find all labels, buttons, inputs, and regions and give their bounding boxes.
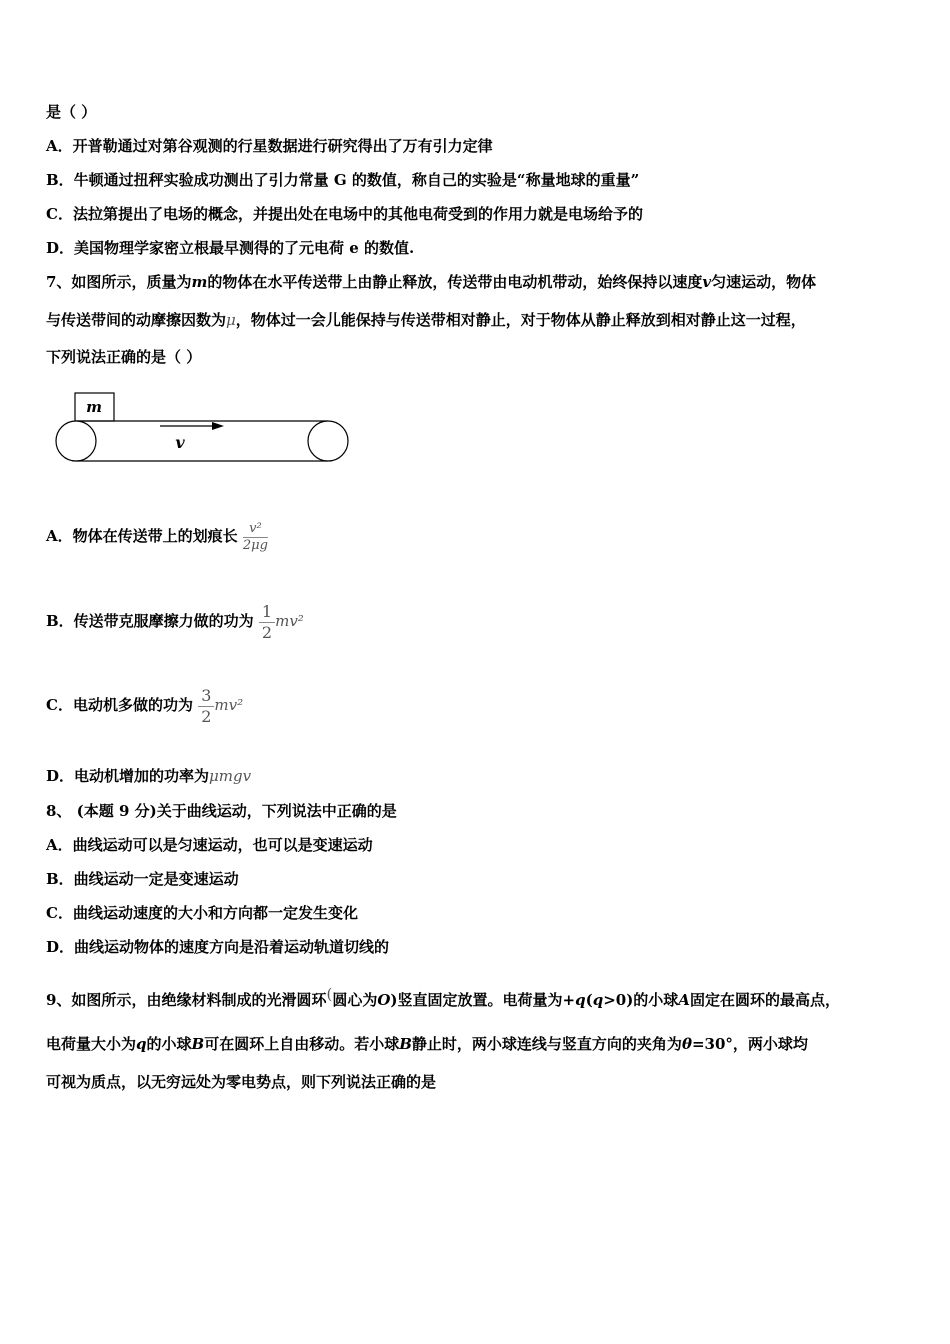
q6-option-c: C．法拉第提出了电场的概念，并提出处在电场中的其他电荷受到的作用力就是电场给予的 <box>46 205 643 223</box>
q7-option-b: B．传送带克服摩擦力做的功为 $\frac{1}{2}$ mv² <box>46 601 304 642</box>
q6-option-b: B．牛顿通过扭秤实验成功测出了引力常量 G 的数值，称自己的实验是“称量地球的重量” <box>46 171 640 189</box>
left-pulley <box>56 421 96 461</box>
q8-option-a: A．曲线运动可以是匀速运动，也可以是变速运动 <box>46 836 373 854</box>
velocity-arrowhead <box>212 422 224 430</box>
q9-stem-line3: 可视为质点，以无穷远处为零电势点，则下列说法正确的是 <box>46 1073 437 1091</box>
q7-option-a: A．物体在传送带上的划痕长 $\frac{\text{v²}}{2\mu g}$ <box>46 520 268 553</box>
q7-stem-line2: 与传送带间的动摩擦因数为μ，物体过一会儿能保持与传送带相对静止，对于物体从静止释放到相对静止这一过程， <box>46 311 806 329</box>
q9-stem-line1: 9、如图所示，由绝缘材料制成的光滑圆环(圆心为O)竖直固定放置。电荷量为+q(q>0)的小球A固定在圆环的最高点， <box>46 985 840 1009</box>
velocity-label: v <box>175 433 185 452</box>
right-pulley <box>308 421 348 461</box>
q6-tail: 是（ ） <box>46 103 97 121</box>
q6-option-d: D．美国物理学家密立根最早测得的了元电荷 e 的数值. <box>46 239 415 257</box>
fraction-b: $\frac{1}{2}$ <box>259 602 275 643</box>
q8-option-b: B．曲线运动一定是变速运动 <box>46 870 239 888</box>
q7-option-c: C．电动机多做的功为 $\frac{3}{2}$ mv² <box>46 685 244 726</box>
q6-option-a: A．开普勒通过对第谷观测的行星数据进行研究得出了万有引力定律 <box>46 137 493 155</box>
fraction-a: $\frac{\text{v²}}{2\mu g}$ <box>242 520 268 553</box>
fraction-c: $\frac{3}{2}$ <box>198 686 214 727</box>
q8-option-c: C．曲线运动速度的大小和方向都一定发生变化 <box>46 904 358 922</box>
q8-option-d: D．曲线运动物体的速度方向是沿着运动轨道切线的 <box>46 938 390 956</box>
q8-stem: 8、 (本题 9 分)关于曲线运动，下列说法中正确的是 <box>46 802 397 820</box>
q7-option-d: D．电动机增加的功率为μmgv <box>46 767 252 785</box>
conveyor-belt-figure <box>52 390 352 466</box>
q9-stem-line2: 电荷量大小为q的小球B可在圆环上自由移动。若小球B静止时，两小球连线与竖直方向的夹角为θ=30°，两小球均 <box>46 1035 808 1053</box>
q7-stem-line3: 下列说法正确的是（ ） <box>46 348 202 366</box>
q7-stem-line1: 7、如图所示，质量为m的物体在水平传送带上由静止释放，传送带由电动机带动，始终保持以速度v匀速运动，物体 <box>46 273 817 291</box>
block-label: m <box>86 398 102 416</box>
